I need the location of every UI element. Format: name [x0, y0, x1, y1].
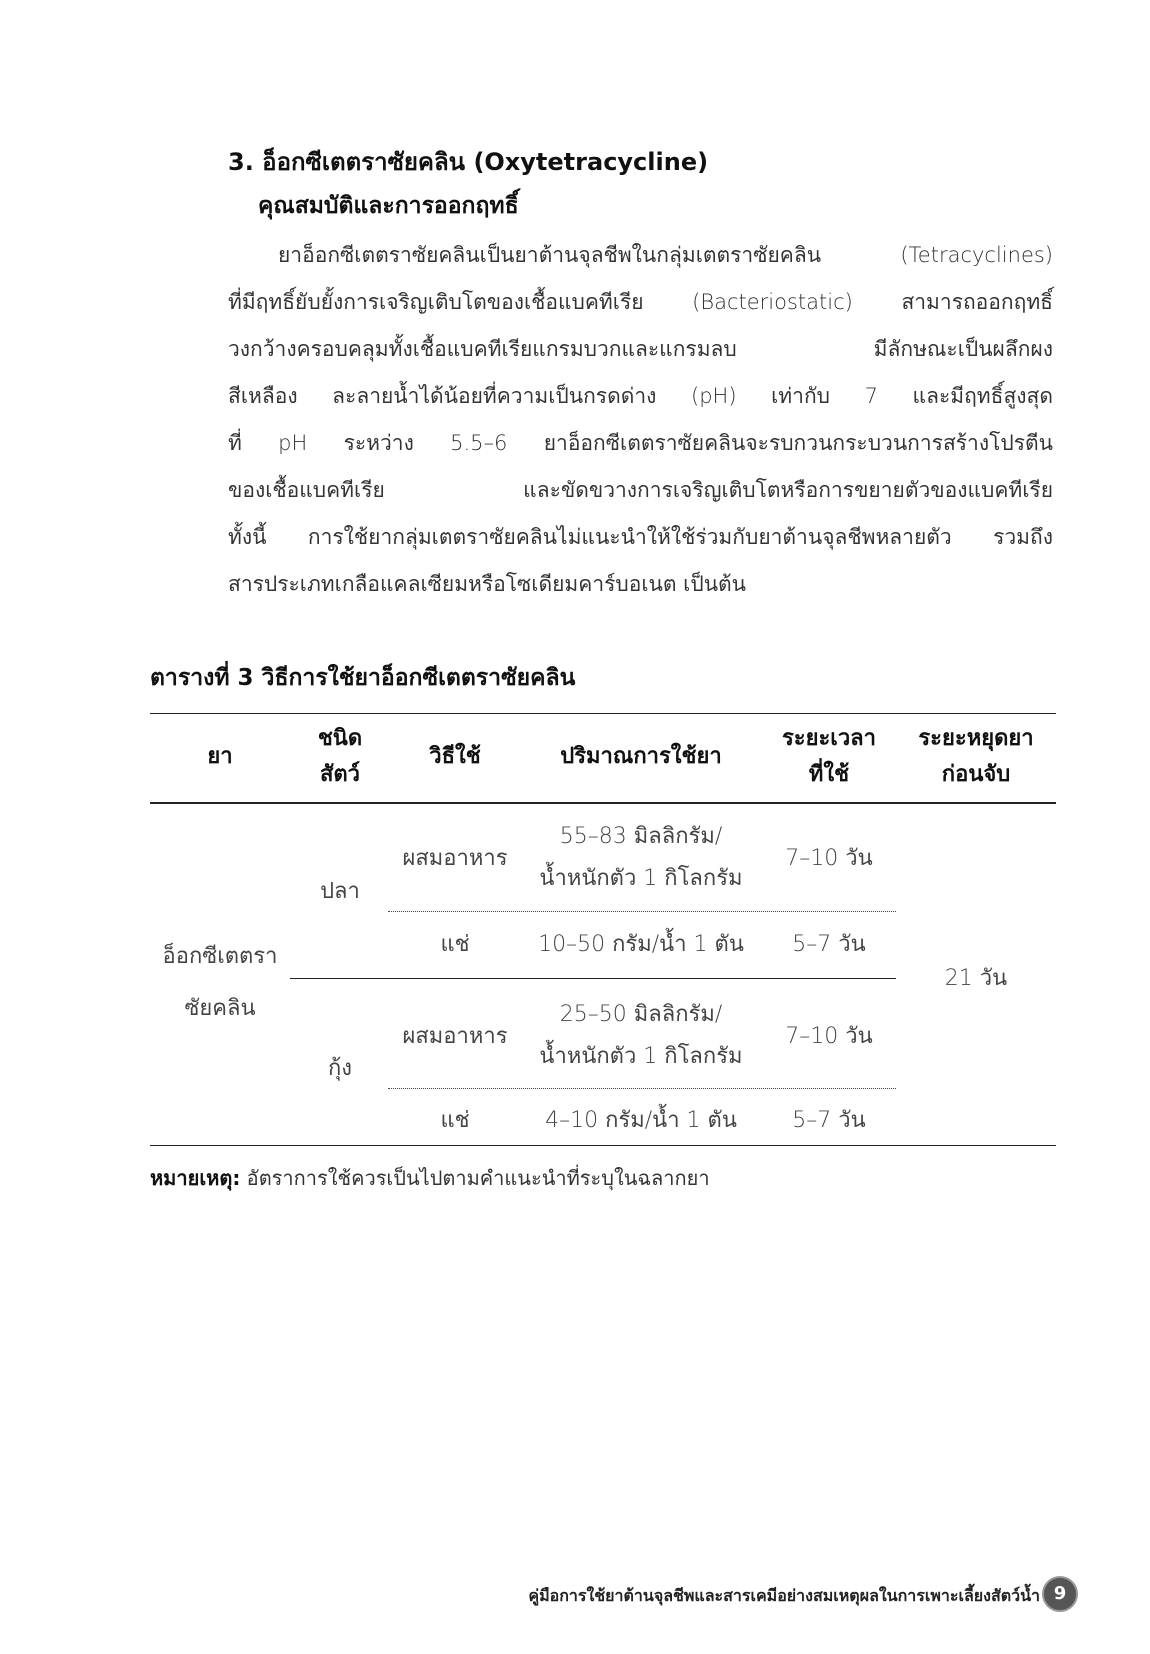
header-withdrawal-line2: ก่อนจับ [941, 762, 1011, 787]
table-row-divider [388, 911, 896, 912]
drug-name-line1: อ็อกซีเตตรา [162, 944, 278, 969]
paragraph-line: วงกว้างครอบคลุมทั้งเชื้อแบคทีเรียแกรมบวกและแกรมลบ มีลักษณะเป็นผลึกผง [228, 337, 1053, 361]
table-note [150, 1162, 710, 1194]
header-dosage: ปริมาณการใช้ยา [560, 744, 722, 769]
paragraph-line: ของเชื้อแบคทีเรีย และขัดขวางการเจริญเติบโตหรือการขยายตัวของแบคทีเรีย [228, 478, 1053, 502]
section-subtitle: คุณสมบัติและการออกฤทธิ์ [258, 193, 519, 219]
table-caption: ตารางที่ 3 วิธีการใช้ยาอ็อกซีเตตราซัยคลิน [150, 665, 576, 691]
paragraph-line: สารประเภทเกลือแคลเซียมหรือโซเดียมคาร์บอเนต เป็นต้น [228, 572, 747, 596]
drug-name-line2: ซัยคลิน [184, 996, 256, 1021]
note-label: หมายเหตุ: [150, 1166, 241, 1190]
paragraph-line: ทั้งนี้ การใช้ยากลุ่มเตตราซัยคลินไม่แนะนำให้ใช้ร่วมกับยาต้านจุลชีพหลายตัว รวมถึง [228, 525, 1053, 549]
row2-method: แช่ [440, 932, 470, 957]
animal-shrimp: กุ้ง [327, 1056, 353, 1081]
row4-duration: 5–7 วัน [792, 1108, 866, 1133]
header-duration-line2: ที่ใช้ [808, 762, 850, 787]
row3-dosage-line2: น้ำหนักตัว 1 กิโลกรัม [539, 1044, 743, 1069]
table-bottom-rule [150, 1145, 1056, 1146]
table-row-divider [388, 1088, 896, 1089]
table-top-rule [150, 713, 1056, 714]
withdrawal-value: 21 วัน [944, 966, 1008, 991]
section-title: 3. อ็อกซีเตตราซัยคลิน (Oxytetracycline) [228, 148, 709, 176]
row1-dosage-line1: 55–83 มิลลิกรัม/ [559, 824, 723, 849]
row1-method: ผสมอาหาร [402, 846, 508, 871]
table-header-rule [150, 802, 1056, 804]
row4-method: แช่ [440, 1108, 470, 1133]
header-animal-line2: สัตว์ [319, 762, 361, 787]
row3-method: ผสมอาหาร [402, 1024, 508, 1049]
row1-duration: 7–10 วัน [785, 846, 873, 871]
header-method: วิธีใช้ [429, 744, 481, 769]
note-text: อัตราการใช้ควรเป็นไปตามคำแนะนำที่ระบุในฉลากยา [240, 1166, 710, 1190]
header-duration-line1: ระยะเวลา [781, 726, 877, 751]
row3-dosage-line1: 25–50 มิลลิกรัม/ [559, 1002, 723, 1027]
paragraph-line: ที่ pH ระหว่าง 5.5–6 ยาอ็อกซีเตตราซัยคลินจะรบกวนกระบวนการสร้างโปรตีน [228, 431, 1053, 455]
row1-dosage-line2: น้ำหนักตัว 1 กิโลกรัม [539, 866, 743, 891]
animal-fish: ปลา [320, 879, 360, 904]
page-number: 9 [1042, 1576, 1078, 1612]
row2-duration: 5–7 วัน [792, 932, 866, 957]
paragraph-line: สีเหลือง ละลายน้ำได้น้อยที่ความเป็นกรดด่าง (pH) เท่ากับ 7 และมีฤทธิ์สูงสุด [228, 384, 1053, 408]
body-paragraph [228, 232, 1053, 608]
header-animal-line1: ชนิด [317, 726, 363, 751]
table-group-divider [290, 978, 896, 979]
row2-dosage: 10–50 กรัม/น้ำ 1 ตัน [538, 932, 744, 957]
footer-book-title: คู่มือการใช้ยาต้านจุลชีพและสารเคมีอย่างสมเหตุผลในการเพาะเลี้ยงสัตว์น้ำ [528, 1586, 1040, 1605]
header-withdrawal-line1: ระยะหยุดยา [918, 726, 1034, 751]
paragraph-line: ยาอ็อกซีเตตราซัยคลินเป็นยาต้านจุลชีพในกลุ่มเตตราซัยคลิน (Tetracyclines) [278, 243, 1053, 267]
row4-dosage: 4–10 กรัม/น้ำ 1 ตัน [545, 1108, 737, 1133]
header-drug: ยา [207, 744, 233, 769]
row3-duration: 7–10 วัน [785, 1024, 873, 1049]
paragraph-line: ที่มีฤทธิ์ยับยั้งการเจริญเติบโตของเชื้อแบคทีเรีย (Bacteriostatic) สามารถออกฤทธิ์ [228, 290, 1053, 314]
